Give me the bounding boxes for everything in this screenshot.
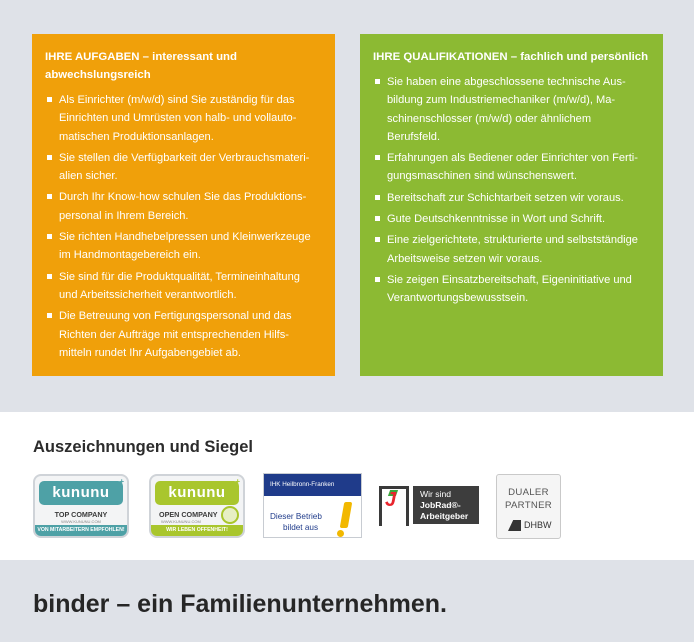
bullet-icon [375,195,380,200]
list-item [45,149,321,186]
dhbw-logo-icon [508,520,521,531]
jobrad-text-box [413,486,479,524]
tasks-list [45,91,321,362]
bullet-icon [47,97,52,102]
kununu-top-company-seal[interactable] [33,474,129,538]
awards-section [0,412,694,560]
list-item-line: bildung zum Industriemechaniker (m/w/d), Ma- [387,94,616,107]
list-item-line: personal in Ihrem Bereich. [59,209,189,222]
kununu-top-url: WWW.KUNUNU.COM [61,519,101,524]
bullet-icon [47,274,52,279]
ihk-ausbildung-seal[interactable] [263,473,362,538]
list-item-line: Die Betreuung von Fertigungspersonal und das [59,310,292,323]
jobrad-line1: Wir sind [420,489,452,499]
list-item-line: Bereitschaft zur Schichtarbeit setzen wir voraus. [387,191,624,204]
kununu-plus-icon: + [119,477,124,486]
list-item-line: Eine zielgerichtete, strukturierte und selbstständige [387,234,638,247]
bullet-icon [47,194,52,199]
bullet-icon [375,79,380,84]
list-item [373,271,649,308]
seals-row [33,472,673,547]
list-item [45,307,321,362]
list-item [45,91,321,146]
list-item-line: Verantwortungsbewusstsein. [387,292,529,305]
bullet-icon [47,234,52,239]
list-item-line: Sie zeigen Einsatzbereitschaft, Eigeninitiative und [387,273,632,286]
list-item-line: und Arbeitssicherheit verantwortlich. [59,288,237,301]
ihk-text-line1: Dieser Betrieb [270,512,322,521]
jobrad-line2: JobRad®- [420,500,461,510]
kununu-logo: kununu [39,481,123,505]
exclamation-dot-icon [337,530,344,537]
tasks-card [32,34,335,376]
qualifications-list [373,73,649,308]
bullet-icon [375,155,380,160]
tasks-title [45,48,321,84]
open-company-badge-icon [221,506,239,524]
kununu-open-label: OPEN COMPANY [159,510,218,519]
list-item-line: Sie richten Handhebelpressen und Kleinwerkzeuge [59,231,311,244]
list-item-line: matischen Produktionsanlagen. [59,130,214,143]
list-item-line: Erfahrungen als Bediener oder Einrichter von Ferti- [387,152,638,165]
list-item-line: Sie sind für die Produktqualität, Termineinhaltung [59,270,300,283]
dhbw-line2: PARTNER [504,500,553,511]
list-item-line: Sie haben eine abgeschlossene technische Aus- [387,76,626,88]
list-item-line: Gute Deutschkenntnisse in Wort und Schrift. [387,213,606,226]
qualifications-title: IHRE QUALIFIKATIONEN – fachlich und persönlich [373,51,649,63]
list-item [45,228,321,265]
list-item-line: im Handmontagebereich ein. [59,249,201,262]
kununu-logo: kununu [155,481,239,505]
list-item [45,268,321,305]
list-item [373,73,649,146]
qualifications-card [360,34,663,376]
kununu-plus-icon: + [235,477,240,486]
list-item [373,189,649,207]
list-item-line: Berufsfeld. [387,130,441,143]
bullet-icon [375,237,380,242]
exclamation-icon [340,502,353,528]
jobrad-line3: Arbeitgeber [420,511,469,521]
list-item-line: Einrichten und Umrüsten von halb- und vollauto- [59,112,297,125]
jobrad-logo-icon: J [385,489,397,511]
list-item-line: alien sicher. [59,170,118,183]
jobrad-seal[interactable] [379,480,481,530]
list-item [373,231,649,268]
bullet-icon [47,313,52,318]
awards-title: Auszeichnungen und Siegel [33,438,254,456]
list-item-line: gungsmaschinen sind wünschenswert. [387,170,577,183]
kununu-top-footer: VON MITARBEITERN EMPFOHLEN! [35,525,127,536]
dhbw-line3: DHBW [524,520,552,530]
list-item-line: Arbeitsweise setzen wir voraus. [387,252,543,265]
list-item-line: Als Einrichter (m/w/d) sind Sie zuständig für das [59,94,295,106]
ihk-text-line2: bildet aus [283,523,319,532]
list-item-line: schinenschlosser (m/w/d) oder ähnlichem [387,112,592,125]
kununu-top-label: TOP COMPANY [54,510,108,519]
dhbw-dual-partner-seal[interactable] [496,474,561,539]
kununu-open-footer: WIR LEBEN OFFENHEIT! [151,525,243,536]
list-item-line: mitteln rundet Ihr Aufgabengebiet ab. [59,346,241,359]
bullet-icon [375,216,380,221]
bullet-icon [375,277,380,282]
kununu-open-company-seal[interactable] [149,474,245,538]
footer-title: binder – ein Familienunternehmen. [33,590,447,618]
dhbw-line1: DUALER [508,487,549,498]
list-item-line: Sie stellen die Verfügbarkeit der Verbrauchsmateri- [59,151,310,164]
bullet-icon [47,155,52,160]
ihk-header: IHK Heilbronn-Franken [264,474,361,496]
list-item [45,188,321,225]
kununu-open-url: WWW.KUNUNU.COM [161,519,201,524]
list-item-line: Richten der Aufträge mit entsprechenden Hilfs- [59,328,290,341]
tasks-title-line: IHRE AUFGABEN – interessant und [45,51,237,63]
list-item [373,149,649,186]
footer-section [0,560,694,642]
list-item-line: Durch Ihr Know-how schulen Sie das Produktions- [59,191,307,204]
list-item [373,210,649,228]
tasks-title-line: abwechslungsreich [45,69,151,81]
